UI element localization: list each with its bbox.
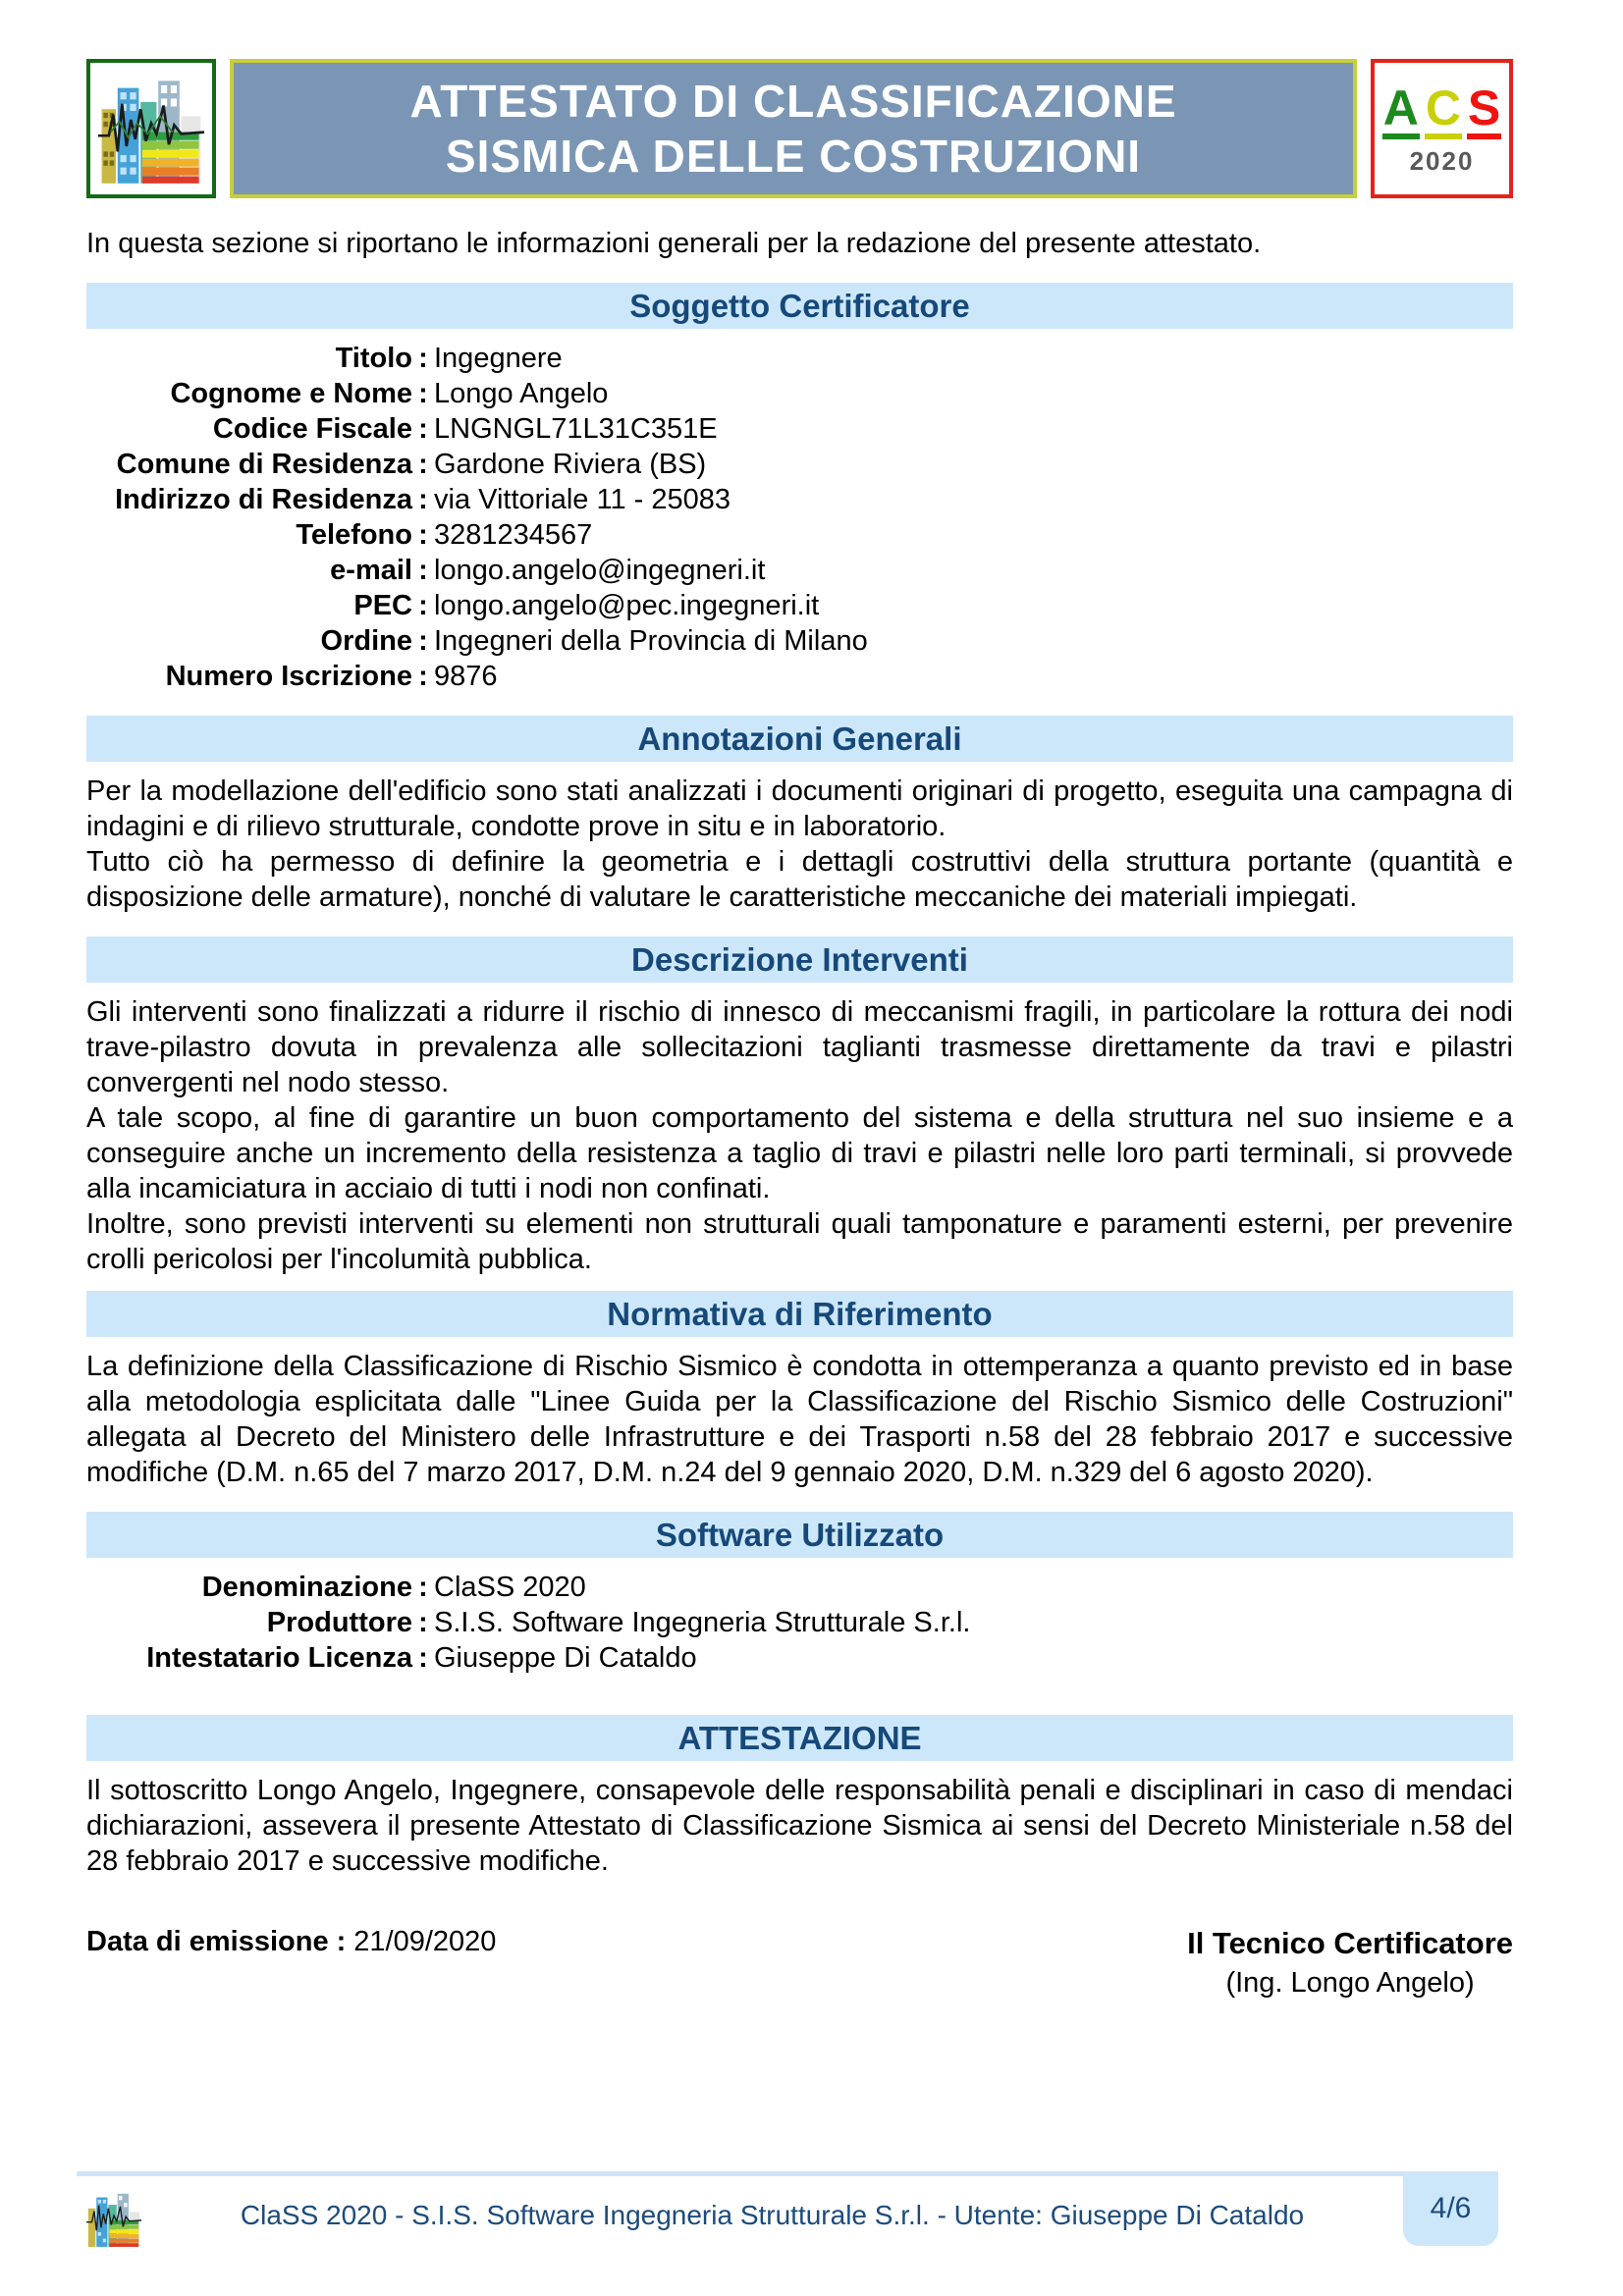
field-label: Numero Iscrizione <box>165 661 412 692</box>
field-value: Giuseppe Di Cataldo <box>434 1642 697 1674</box>
field-value: 3281234567 <box>434 519 593 551</box>
software-fields <box>86 1570 1513 1676</box>
interventi-text <box>86 994 1513 1277</box>
paragraph: Il sottoscritto Longo Angelo, Ingegnere, consapevole delle responsabilità penali e disciplinari in caso di mendaci dichiarazioni, assevera il presente Attestato di Classificazione Sismica ai sensi del Decreto Ministeriale n.58 del 28 febbraio 2017 e successive modifiche. <box>86 1775 1513 1877</box>
field-separator: : <box>418 378 428 409</box>
section-header-attestazione: ATTESTAZIONE <box>86 1715 1513 1761</box>
emission-signature-row <box>86 1924 1513 2002</box>
field-separator: : <box>418 555 428 586</box>
field-label: Titolo <box>335 343 412 374</box>
field-value: LNGNGL71L31C351E <box>434 413 718 445</box>
field-value: S.I.S. Software Ingegneria Strutturale S.r.l. <box>434 1607 971 1638</box>
field-label: Intestatario Licenza <box>146 1642 412 1674</box>
annotazioni-text <box>86 774 1513 915</box>
section-header-interventi: Descrizione Interventi <box>86 936 1513 983</box>
field-separator: : <box>418 625 428 657</box>
certificate-title-banner <box>230 59 1357 198</box>
section-header-annotazioni: Annotazioni Generali <box>86 716 1513 762</box>
field-value: 9876 <box>434 661 498 692</box>
signature-title: Il Tecnico Certificatore <box>1187 1926 1513 1960</box>
field-separator: : <box>418 343 428 374</box>
footer-text: ClaSS 2020 - S.I.S. Software Ingegneria Strutturale S.r.l. - Utente: Giuseppe Di Cataldo <box>240 2200 1305 2230</box>
buildings-seismograph-logo-icon <box>98 69 204 188</box>
field-label: Cognome e Nome <box>170 378 412 409</box>
signature-name: (Ing. Longo Angelo) <box>1225 1967 1475 1999</box>
field-separator: : <box>418 590 428 621</box>
emission-date-value: 21/09/2020 <box>353 1926 497 1957</box>
field-value: Ingegneri della Provincia di Milano <box>434 625 868 657</box>
intro-text: In questa sezione si riportano le informazioni generali per la redazione del presente attestato. <box>86 228 1262 259</box>
acs-year: 2020 <box>1409 146 1475 176</box>
field-row <box>86 1640 1513 1676</box>
field-separator: : <box>418 1572 428 1603</box>
field-label: e-mail <box>330 555 412 586</box>
attestazione-text <box>86 1773 1513 1879</box>
field-separator: : <box>418 519 428 551</box>
paragraph: Per la modellazione dell'edificio sono stati analizzati i documenti originari di progetto, eseguita una campagna di indagini e di rilievo strutturale, condotte prove in situ e in laboratorio. <box>86 775 1513 842</box>
certificate-title-line1: ATTESTATO DI CLASSIFICAZIONE <box>409 76 1177 127</box>
field-row <box>86 447 1513 482</box>
paragraph: Inoltre, sono previsti interventi su elementi non strutturali quali tamponature e paramenti esterni, per prevenire crolli pericolosi per l'incolumità pubblica. <box>86 1208 1513 1275</box>
emission-date <box>86 1924 496 1959</box>
field-label: PEC <box>353 590 412 621</box>
field-label: Codice Fiscale <box>212 413 412 445</box>
page-indicator: 4/6 <box>1403 2171 1498 2246</box>
field-value: Longo Angelo <box>434 378 609 409</box>
field-row <box>86 376 1513 411</box>
acs-logo <box>1371 59 1513 198</box>
field-value: via Vittoriale 11 - 25083 <box>434 484 731 515</box>
field-value: longo.angelo@pec.ingegneri.it <box>434 590 820 621</box>
section-header-software: Software Utilizzato <box>86 1512 1513 1558</box>
normativa-text <box>86 1349 1513 1490</box>
acs-letter-c: C <box>1425 83 1462 139</box>
paragraph: La definizione della Classificazione di Rischio Sismico è condotta in ottemperanza a quanto previsto ed in base alla metodologia esplicitata dalle "Linee Guida per la Classificazione del Rischio Sismico delle Costruzioni" allegata al Decreto del Ministero delle Infrastrutture e dei Trasporti n.58 del 28 febbraio 2017 e successive modifiche (D.M. n.65 del 7 marzo 2017, D.M. n.24 del 9 gennaio 2020, D.M. n.329 del 6 agosto 2020). <box>86 1351 1513 1488</box>
field-row <box>86 553 1513 588</box>
field-label: Comune di Residenza <box>116 449 412 480</box>
acs-letter-s: S <box>1467 83 1501 139</box>
field-row <box>86 517 1513 553</box>
field-row <box>86 659 1513 694</box>
paragraph: Tutto ciò ha permesso di definire la geometria e i dettagli costruttivi della struttura portante (quantità e disposizione delle armature), nonché di valutare le caratteristiche meccaniche dei materiali impiegati. <box>86 846 1513 913</box>
emission-date-label: Data di emissione <box>86 1926 329 1957</box>
page-header <box>86 59 1513 198</box>
field-label: Indirizzo di Residenza <box>115 484 412 515</box>
paragraph: Gli interventi sono finalizzati a ridurre il rischio di innesco di meccanismi fragili, in particolare la rottura dei nodi trave-pilastro dovuta in prevalenza alle sollecitazioni taglianti trasmesse direttamente da travi e pilastri convergenti nel nodo stesso. <box>86 996 1513 1098</box>
section-header-normativa: Normativa di Riferimento <box>86 1291 1513 1337</box>
company-logo-box <box>86 59 216 198</box>
signature-block <box>1187 1924 1513 2002</box>
field-separator: : <box>336 1926 347 1957</box>
field-row <box>86 588 1513 623</box>
field-row <box>86 623 1513 659</box>
page-footer <box>77 2171 1498 2254</box>
field-row <box>86 1605 1513 1640</box>
field-separator: : <box>418 1607 428 1638</box>
field-row <box>86 482 1513 517</box>
field-label: Ordine <box>320 625 412 657</box>
field-row <box>86 1570 1513 1605</box>
field-label: Telefono <box>296 519 412 551</box>
acs-letter-a: A <box>1382 83 1420 139</box>
field-value: Ingegnere <box>434 343 563 374</box>
certificate-title-line2: SISMICA DELLE COSTRUZIONI <box>445 131 1142 182</box>
field-label: Produttore <box>266 1607 412 1638</box>
acs-letters <box>1382 80 1502 139</box>
field-separator: : <box>418 1642 428 1674</box>
certificatore-fields <box>86 341 1513 694</box>
field-row <box>86 411 1513 447</box>
field-value: longo.angelo@ingegneri.it <box>434 555 766 586</box>
footer-logo-box <box>86 2188 141 2254</box>
paragraph: A tale scopo, al fine di garantire un buon comportamento del sistema e della struttura nel suo insieme e a conseguire anche un incremento della resistenza a taglio di travi e pilastri nelle loro parti terminali, si provvede alla incamiciatura in acciaio di tutti i nodi non confinati. <box>86 1102 1513 1204</box>
field-value: Gardone Riviera (BS) <box>434 449 707 480</box>
field-separator: : <box>418 413 428 445</box>
buildings-seismograph-logo-icon <box>86 2188 141 2249</box>
field-label: Denominazione <box>201 1572 412 1603</box>
field-row <box>86 341 1513 376</box>
field-value: ClaSS 2020 <box>434 1572 586 1603</box>
section-header-certificatore: Soggetto Certificatore <box>86 283 1513 329</box>
field-separator: : <box>418 661 428 692</box>
field-separator: : <box>418 484 428 515</box>
field-separator: : <box>418 449 428 480</box>
